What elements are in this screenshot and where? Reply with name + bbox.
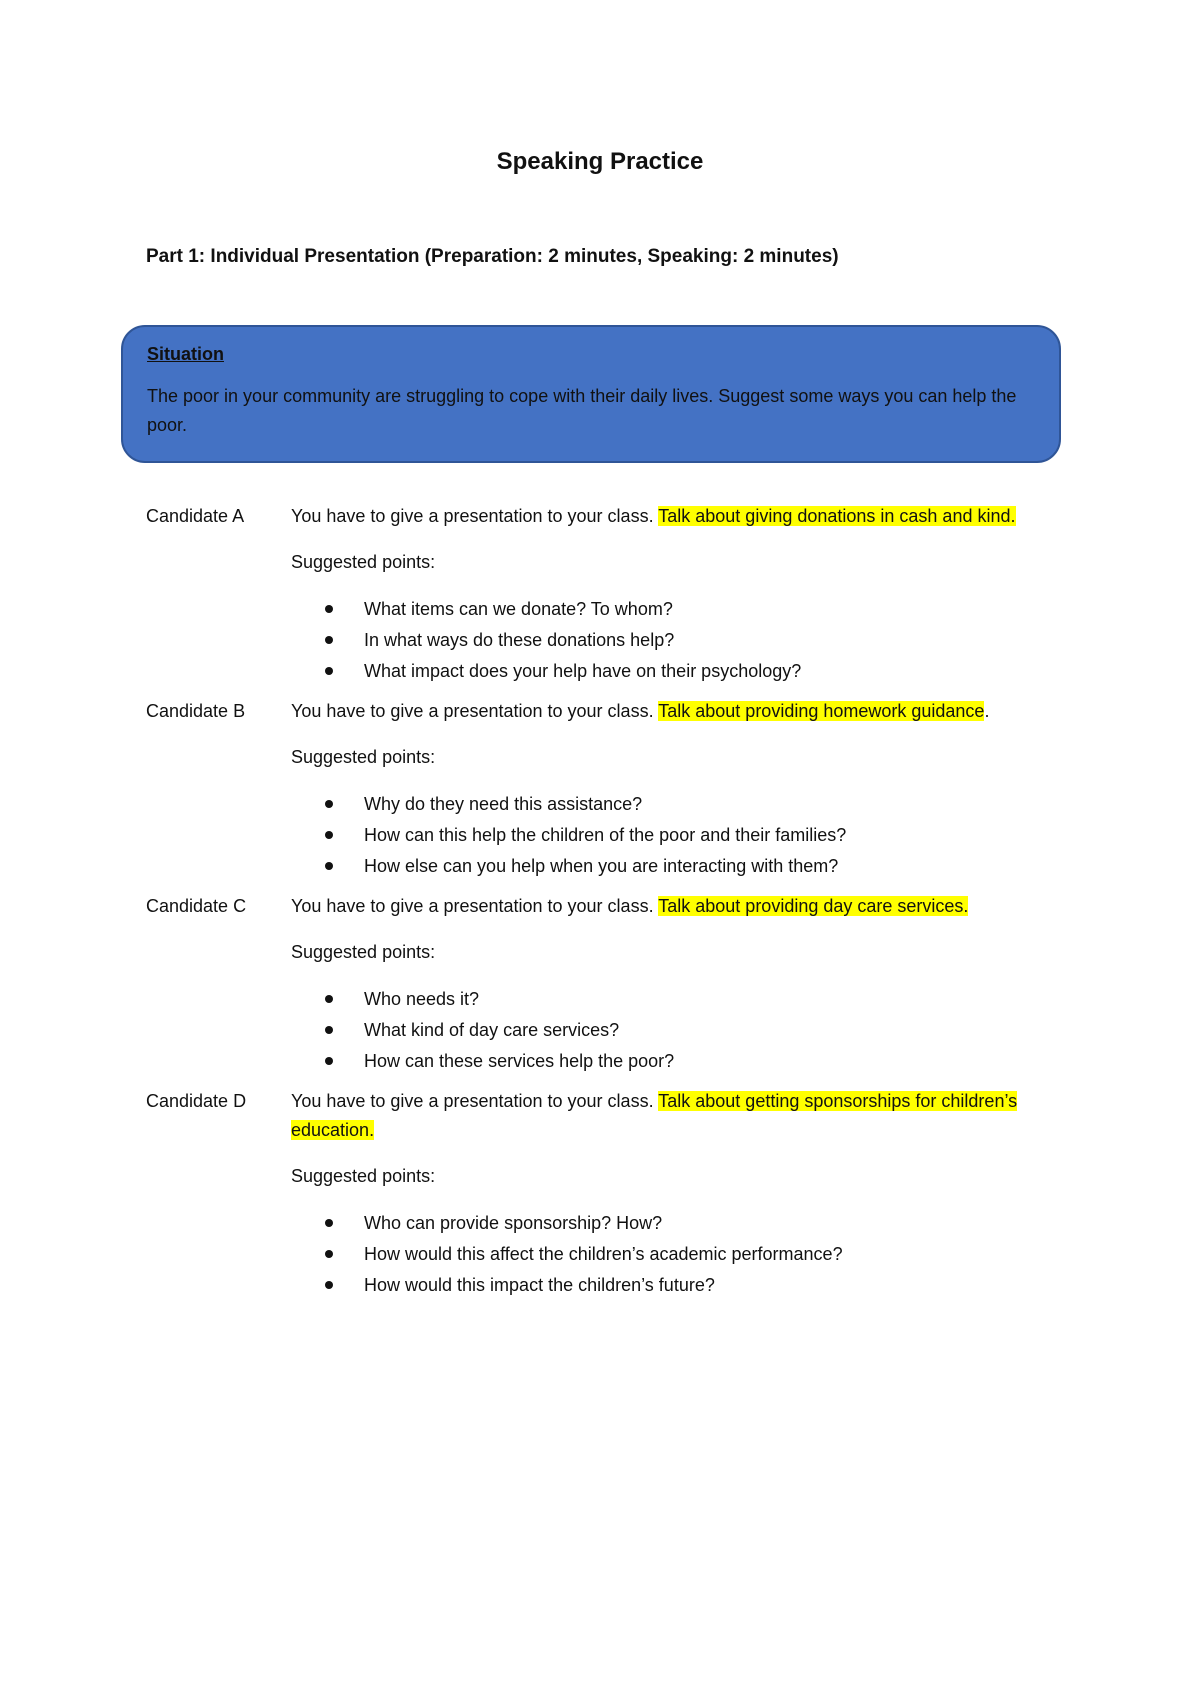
point-text: What impact does your help have on their psychology?	[364, 661, 802, 681]
task-intro: You have to give a presentation to your class.	[291, 506, 659, 526]
point-text: In what ways do these donations help?	[364, 630, 675, 650]
point-text: How would this impact the children’s future?	[364, 1275, 715, 1295]
bullet-icon	[325, 995, 333, 1003]
situation-box	[121, 325, 1061, 463]
bullet-icon	[325, 831, 333, 839]
point-text: How else can you help when you are interacting with them?	[364, 856, 839, 876]
bullet-icon	[325, 1026, 333, 1034]
candidate-section	[146, 697, 1066, 882]
candidate-section	[146, 892, 1066, 1077]
task-intro: You have to give a presentation to your class.	[291, 701, 659, 721]
point-text: Who needs it?	[364, 989, 480, 1009]
candidate-label: Candidate C	[146, 896, 247, 916]
candidate-body	[291, 502, 1066, 687]
candidate-task	[291, 1087, 1066, 1145]
suggested-label: Suggested points:	[291, 747, 436, 767]
candidate-task	[291, 892, 1066, 921]
suggested-points	[291, 1208, 1066, 1301]
bullet-icon	[325, 800, 333, 808]
candidate-section	[146, 1087, 1066, 1301]
list-item	[291, 820, 1066, 851]
suggested-points	[291, 984, 1066, 1077]
task-intro: You have to give a presentation to your class.	[291, 896, 659, 916]
part-heading: Part 1: Individual Presentation (Preparation: 2 minutes, Speaking: 2 minutes)	[146, 246, 839, 267]
list-item	[291, 656, 1066, 687]
situation-heading: Situation	[147, 344, 224, 364]
list-item	[291, 1208, 1066, 1239]
suggested-label: Suggested points:	[291, 552, 436, 572]
task-intro: You have to give a presentation to your class.	[291, 1091, 659, 1111]
page-title: Speaking Practice	[496, 148, 704, 175]
point-text: How can this help the children of the poor and their families?	[364, 825, 847, 845]
point-text: How would this affect the children’s academic performance?	[364, 1244, 843, 1264]
list-item	[291, 1270, 1066, 1301]
list-item	[291, 984, 1066, 1015]
bullet-icon	[325, 1219, 333, 1227]
candidate-label: Candidate A	[146, 506, 245, 526]
candidate-task	[291, 502, 1066, 531]
bullet-icon	[325, 1281, 333, 1289]
task-highlight: Talk about getting sponsorships for children’s education.	[291, 1091, 1018, 1140]
suggested-points	[291, 789, 1066, 882]
candidate-body	[291, 1087, 1066, 1301]
list-item	[291, 789, 1066, 820]
point-text: How can these services help the poor?	[364, 1051, 675, 1071]
point-text: What items can we donate? To whom?	[364, 599, 673, 619]
candidate-task	[291, 697, 1066, 726]
task-highlight: Talk about providing homework guidance	[658, 701, 985, 721]
point-text: Who can provide sponsorship? How?	[364, 1213, 663, 1233]
bullet-icon	[325, 1057, 333, 1065]
list-item	[291, 1239, 1066, 1270]
suggested-points	[291, 594, 1066, 687]
candidate-label: Candidate D	[146, 1091, 247, 1111]
bullet-icon	[325, 862, 333, 870]
list-item	[291, 594, 1066, 625]
list-item	[291, 625, 1066, 656]
list-item	[291, 1046, 1066, 1077]
candidate-body	[291, 697, 1066, 882]
situation-text: The poor in your community are struggling to cope with their daily lives. Suggest some ways you can help the poor.	[147, 386, 1017, 435]
candidate-body	[291, 892, 1066, 1077]
bullet-icon	[325, 667, 333, 675]
bullet-icon	[325, 605, 333, 613]
bullet-icon	[325, 636, 333, 644]
point-text: Why do they need this assistance?	[364, 794, 643, 814]
candidate-section	[146, 502, 1066, 687]
suggested-label: Suggested points:	[291, 1166, 436, 1186]
bullet-icon	[325, 1250, 333, 1258]
task-after: .	[984, 701, 990, 721]
candidate-list	[146, 502, 1066, 1311]
suggested-label: Suggested points:	[291, 942, 436, 962]
point-text: What kind of day care services?	[364, 1020, 620, 1040]
list-item	[291, 851, 1066, 882]
candidate-label: Candidate B	[146, 701, 246, 721]
task-highlight: Talk about giving donations in cash and kind.	[658, 506, 1016, 526]
list-item	[291, 1015, 1066, 1046]
task-highlight: Talk about providing day care services.	[658, 896, 969, 916]
